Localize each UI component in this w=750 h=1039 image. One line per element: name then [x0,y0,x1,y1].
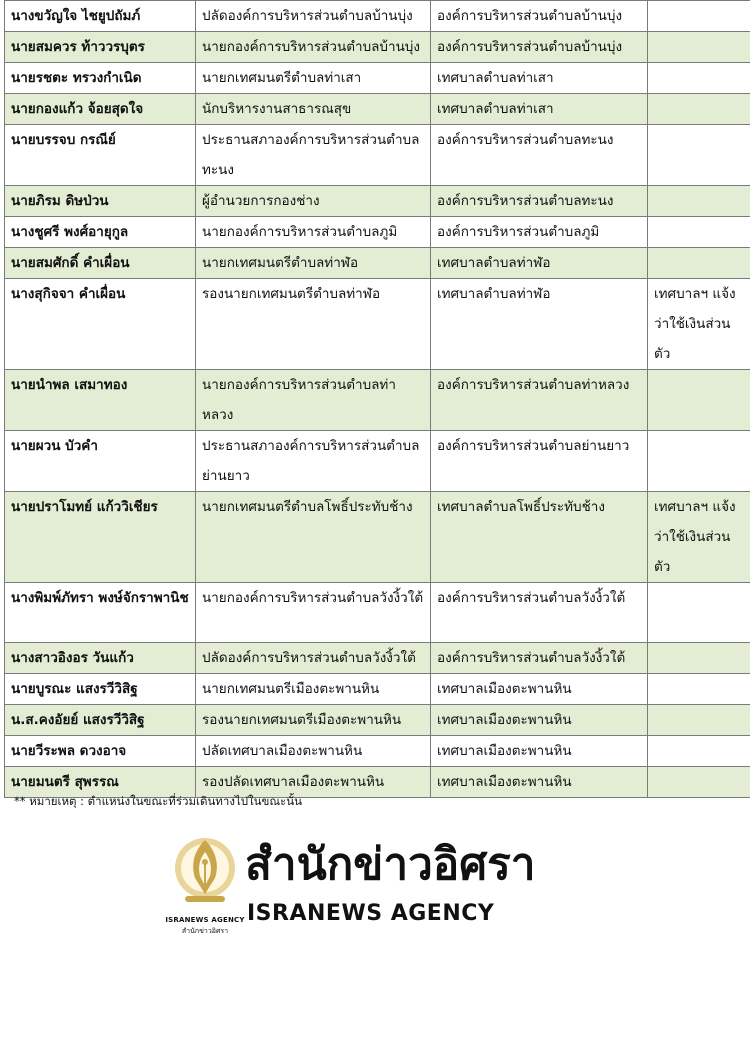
organization-cell: องค์การบริหารส่วนตำบลทะนง [431,186,648,217]
position-cell: นายกเทศมนตรีตำบลท่าเสา [196,63,431,94]
table-row [5,705,750,736]
table-row [5,125,750,186]
name-cell: นายนำพล เสมาทอง [5,370,196,431]
name-cell: นายวีระพล ดวงอาจ [5,736,196,767]
organization-cell: องค์การบริหารส่วนตำบลวังงิ้วใต้ [431,643,648,674]
organization-cell: เทศบาลเมืองตะพานหิน [431,705,648,736]
organization-cell: องค์การบริหารส่วนตำบลท่าหลวง [431,370,648,431]
note-cell [648,767,750,798]
note-cell [648,583,750,643]
organization-cell: องค์การบริหารส่วนตำบลวังงิ้วใต้ [431,583,648,643]
table-row [5,1,750,32]
table-row [5,63,750,94]
note-cell [648,1,750,32]
position-cell: รองนายกเทศมนตรีเมืองตะพานหิน [196,705,431,736]
note-cell [648,248,750,279]
note-cell [648,125,750,186]
logo-small-thai: สำนักข่าวอิศรา [181,927,229,935]
organization-cell: องค์การบริหารส่วนตำบลภูมิ [431,217,648,248]
organization-cell: องค์การบริหารส่วนตำบลย่านยาว [431,431,648,492]
pen-nib-emblem-icon [165,832,245,912]
table-row [5,94,750,125]
position-cell: นายกองค์การบริหารส่วนตำบลท่าหลวง [196,370,431,431]
table-row [5,431,750,492]
position-cell: นายกเทศมนตรีเมืองตะพานหิน [196,674,431,705]
name-cell: น.ส.คงอัยย์ แสงรวีวิสิฐ [5,705,196,736]
position-cell: รองนายกเทศมนตรีตำบลท่าฬ่อ [196,279,431,370]
position-cell: ผู้อำนวยการกองช่าง [196,186,431,217]
organization-cell: องค์การบริหารส่วนตำบลทะนง [431,125,648,186]
name-cell: นายกองแก้ว จ้อยสุดใจ [5,94,196,125]
name-cell: นายผวน บัวคำ [5,431,196,492]
name-cell: นายบรรจบ กรณีย์ [5,125,196,186]
table-row [5,32,750,63]
name-cell: นายภิรม ดิษป่วน [5,186,196,217]
name-cell: นายรชตะ ทรวงกำเนิด [5,63,196,94]
note-cell: เทศบาลฯ แจ้งว่าใช้เงินส่วนตัว [648,492,750,583]
name-cell: นายสมควร ท้าววรบุตร [5,32,196,63]
table-row [5,736,750,767]
note-cell [648,705,750,736]
table-row [5,248,750,279]
note-cell [648,431,750,492]
position-cell: ปลัดองค์การบริหารส่วนตำบลวังงิ้วใต้ [196,643,431,674]
note-cell [648,736,750,767]
organization-cell: เทศบาลตำบลท่าเสา [431,63,648,94]
note-cell [648,94,750,125]
position-cell: ประธานสภาองค์การบริหารส่วนตำบลย่านยาว [196,431,431,492]
position-cell: นายกองค์การบริหารส่วนตำบลบ้านบุ่ง [196,32,431,63]
position-cell: นายกองค์การบริหารส่วนตำบลภูมิ [196,217,431,248]
note-cell [648,186,750,217]
position-cell: รองปลัดเทศบาลเมืองตะพานหิน [196,767,431,798]
name-cell: นายบูรณะ แสงรวีวิสิฐ [5,674,196,705]
note-cell: เทศบาลฯ แจ้งว่าใช้เงินส่วนตัว [648,279,750,370]
position-cell: ปลัดเทศบาลเมืองตะพานหิน [196,736,431,767]
position-cell: นักบริหารงานสาธารณสุข [196,94,431,125]
organization-cell: เทศบาลเมืองตะพานหิน [431,736,648,767]
table-row [5,279,750,370]
table-row [5,492,750,583]
organization-cell: เทศบาลตำบลท่าเสา [431,94,648,125]
organization-cell: องค์การบริหารส่วนตำบลบ้านบุ่ง [431,32,648,63]
note-cell [648,674,750,705]
name-cell: นางขวัญใจ ไชยูปถัมภ์ [5,1,196,32]
organization-cell: เทศบาลตำบลท่าฬ่อ [431,248,648,279]
position-cell: ปลัดองค์การบริหารส่วนตำบลบ้านบุ่ง [196,1,431,32]
table-row [5,186,750,217]
table-row [5,583,750,643]
note-cell [648,217,750,248]
logo-thai-wordmark: สำนักข่าวอิศรา [245,839,536,890]
note-cell [648,32,750,63]
note-cell [648,370,750,431]
logo-emblem [165,832,245,944]
organization-cell: เทศบาลเมืองตะพานหิน [431,674,648,705]
note-cell [648,63,750,94]
table-row [5,217,750,248]
name-cell: นางชูศรี พงศ์อายุกูล [5,217,196,248]
table-row [5,370,750,431]
isranews-logo [165,832,545,944]
position-cell: ประธานสภาองค์การบริหารส่วนตำบลทะนง [196,125,431,186]
organization-cell: เทศบาลเมืองตะพานหิน [431,767,648,798]
name-cell: นายปราโมทย์ แก้ววิเชียร [5,492,196,583]
position-cell: นายกเทศมนตรีตำบลโพธิ์ประทับช้าง [196,492,431,583]
officials-table-body [5,1,750,798]
name-cell: นางสุกิจจา คำเผื่อน [5,279,196,370]
note-cell [648,643,750,674]
table-row [5,643,750,674]
position-cell: นายกองค์การบริหารส่วนตำบลวังงิ้วใต้ [196,583,431,643]
logo-small-english: ISRANEWS AGENCY [165,916,245,924]
name-cell: นางสาวอิงอร วันแก้ว [5,643,196,674]
organization-cell: เทศบาลตำบลท่าฬ่อ [431,279,648,370]
organization-cell: เทศบาลตำบลโพธิ์ประทับช้าง [431,492,648,583]
logo-english-wordmark: ISRANEWS AGENCY [247,901,495,926]
position-cell: นายกเทศมนตรีตำบลท่าฬ่อ [196,248,431,279]
officials-table [4,0,750,798]
name-cell: นายสมศักดิ์ คำเผื่อน [5,248,196,279]
footnote: ** หมายเหตุ : ตำแหน่งในขณะที่ร่วมเดินทางไปในขณะนั้น [14,794,302,808]
table-row [5,674,750,705]
organization-cell: องค์การบริหารส่วนตำบลบ้านบุ่ง [431,1,648,32]
name-cell: นางพิมพ์ภัทรา พงษ์จักราพานิช [5,583,196,643]
name-cell: นายมนตรี สุพรรณ [5,767,196,798]
